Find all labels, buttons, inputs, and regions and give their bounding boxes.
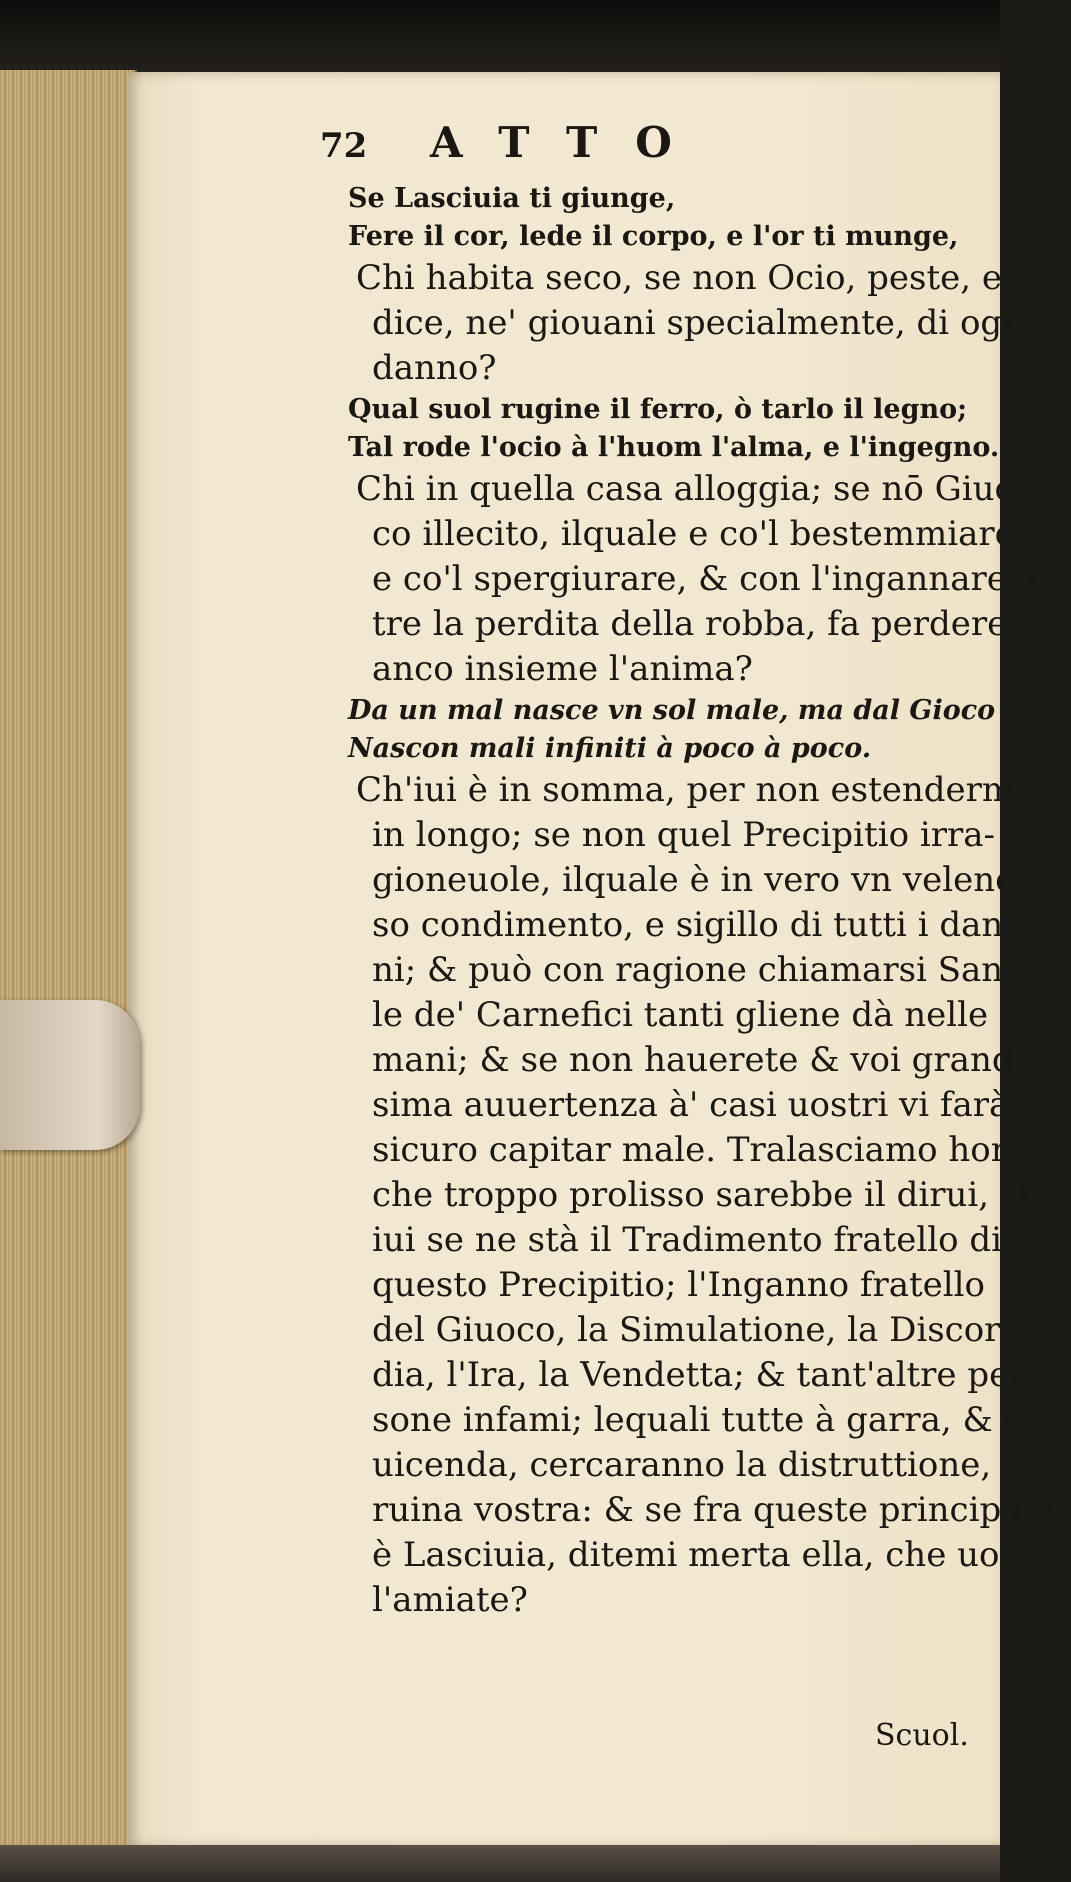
thumb-holding-page [0,1000,140,1150]
prose-line: so condimento, e sigillo di tutti i dan- [372,905,1015,945]
prose-line: che troppo prolisso sarebbe il dirui, che [372,1175,1061,1215]
prose-line: ni; & può con ragione chiamarsi Sansa- [372,950,1053,990]
verse-line: Da un mal nasce vn sol male, ma dal Gioco [348,695,996,726]
verse-line: Se Lasciuia ti giunge, [348,183,676,214]
prose-line: Chi in quella casa alloggia; se nō Giuo [356,469,1015,509]
running-head: ATTO [430,118,710,167]
catchword: Scuol. [875,1718,969,1753]
verse-block-3 [340,692,996,768]
prose-line: co illecito, ilquale e co'l bestemmiare, [372,514,1026,554]
prose-line: mani; & se non hauerete & voi grandis- [372,1040,1054,1080]
verse-line: Tal rode l'ocio à l'huom l'alma, e l'ingegno. [348,432,1000,463]
background-bottom [0,1845,1000,1882]
prose-line: le de' Carnefici tanti gliene dà nelle [372,995,989,1035]
prose-line: ruina vostra: & se fra queste principale [372,1490,1053,1530]
prose-line: questo Precipitio; l'Inganno fratello [372,1265,986,1305]
prose-line: anco insieme l'anima? [372,649,753,689]
book-page-edges [0,70,137,1855]
prose-line: Ch'iui è in somma, per non estendermi [356,770,1026,810]
prose-paragraph-3 [340,768,1061,1623]
verse-line: Fere il cor, lede il corpo, e l'or ti munge, [348,221,959,252]
prose-line: in longo; se non quel Precipitio irra- [372,815,995,855]
prose-line: Chi habita seco, se non Ocio, peste, e ra- [356,258,1061,298]
prose-line: l'amiate? [372,1580,528,1620]
prose-line: iui se ne stà il Tradimento fratello di [372,1220,1002,1260]
prose-paragraph-2 [340,467,1071,692]
prose-line: tre la perdita della robba, fa perdere [372,604,1008,644]
prose-line: danno? [372,348,497,388]
prose-line: uicenda, cercaranno la distruttione, e [372,1445,1023,1485]
prose-line: del Giuoco, la Simulatione, la Discor- [372,1310,1012,1350]
verse-block-2 [340,391,1000,467]
page-number: 72 [320,126,368,166]
prose-line: dia, l'Ira, la Vendetta; & tant'altre per- [372,1355,1037,1395]
prose-line: sone infami; lequali tutte à garra, & à [372,1400,1024,1440]
prose-line: dice, ne' giouani specialmente, di ogni [372,303,1035,343]
prose-line: gioneuole, ilquale è in vero vn veleno- [372,860,1028,900]
prose-line: è Lasciuia, ditemi merta ella, che uoi [372,1535,1011,1575]
page-text [320,118,1071,1623]
prose-line: sicuro capitar male. Tralasciamo hora, [372,1130,1039,1170]
prose-paragraph-1 [340,256,1061,391]
verse-block-1 [340,180,990,256]
verse-line: Nascon mali infiniti à poco à poco. [348,733,872,764]
verse-line: Qual suol rugine il ferro, ò tarlo il legno; [348,394,968,425]
page-header [320,118,990,180]
prose-line: e co'l spergiurare, & con l'ingannare, ol- [372,559,1071,599]
prose-line: sima auuertenza à' casi uostri vi farà al [372,1085,1052,1125]
